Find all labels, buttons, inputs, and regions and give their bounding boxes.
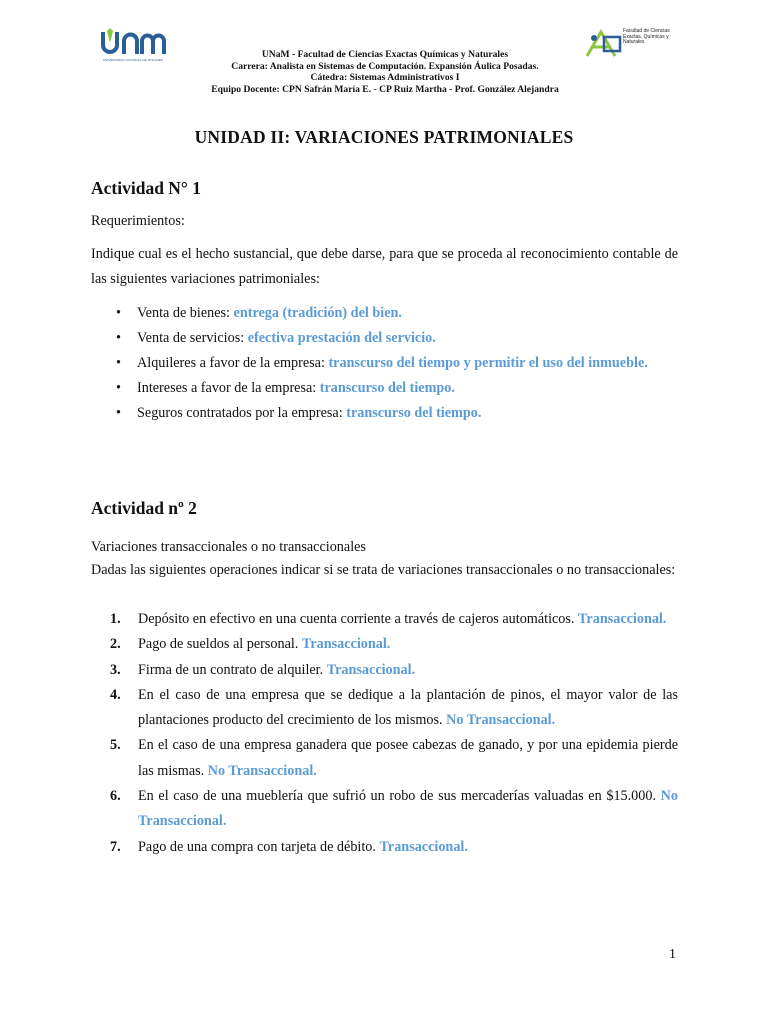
item-answer: entrega (tradición) del bien.	[233, 305, 402, 321]
item-answer: transcurso del tiempo.	[319, 380, 455, 396]
item-answer: Transaccional.	[379, 838, 468, 855]
list-item	[91, 301, 678, 326]
list-item	[91, 401, 678, 426]
list-item	[110, 683, 678, 734]
item-answer: transcurso del tiempo.	[346, 405, 482, 421]
activity-2-intro: Dadas las siguientes operaciones indicar si se trata de variaciones transaccionales o no transaccionales:	[91, 562, 676, 578]
activity-1-intro: Indique cual es el hecho sustancial, que debe darse, para que se proceda al reconocimiento contable de las siguientes variaciones patrimoniales:	[91, 246, 678, 287]
item-answer: No Transaccional.	[446, 712, 556, 729]
bullet-icon: •	[116, 405, 121, 421]
item-number: 6.	[110, 788, 121, 805]
item-answer: No Transaccional.	[207, 762, 317, 779]
activity-2-list	[110, 607, 678, 860]
item-answer: transcurso del tiempo y permitir el uso del inmueble.	[328, 355, 648, 371]
item-number: 5.	[110, 737, 121, 754]
header-line: Equipo Docente: CPN Safrán María E. - CP Ruiz Martha - Prof. González Alejandra	[211, 83, 559, 95]
page-number: 1	[669, 947, 676, 962]
list-item	[91, 326, 678, 351]
item-text: En el caso de una mueblería que sufrió un robo de sus mercaderías valuadas en $15.000.	[138, 788, 661, 805]
item-text: Venta de bienes:	[137, 305, 234, 321]
item-number: 4.	[110, 686, 121, 703]
list-item	[110, 835, 678, 860]
item-text: Intereses a favor de la empresa:	[137, 380, 320, 396]
bullet-icon: •	[116, 330, 121, 346]
page-title: UNIDAD II: VARIACIONES PATRIMONIALES	[194, 127, 574, 147]
item-text: En el caso de una empresa ganadera que posee cabezas de ganado, y por una epidemia pierde las mismas.	[138, 737, 678, 779]
document-header	[160, 49, 610, 95]
item-number: 3.	[110, 661, 121, 678]
header-line: Carrera: Analista en Sistemas de Computación. Expansión Áulica Posadas.	[231, 60, 539, 72]
item-text: Depósito en efectivo en una cuenta corriente a través de cajeros automáticos.	[138, 611, 579, 627]
bullet-icon: •	[116, 380, 121, 396]
header-line: Cátedra: Sistemas Administrativos I	[310, 72, 460, 84]
item-text: Firma de un contrato de alquiler.	[138, 661, 327, 678]
unam-logo	[100, 28, 166, 68]
item-answer: Transaccional.	[578, 611, 667, 627]
item-text: Alquileres a favor de la empresa:	[137, 355, 329, 371]
item-number: 1.	[110, 611, 121, 627]
list-item	[110, 632, 678, 657]
list-item	[91, 351, 678, 376]
item-text: Pago de una compra con tarjeta de débito.	[138, 838, 380, 855]
unam-logo-caption: UNIVERSIDAD NACIONAL DE MISIONES	[102, 58, 164, 62]
item-text: Pago de sueldos al personal.	[138, 636, 302, 653]
item-answer: efectiva prestación del servicio.	[247, 330, 436, 346]
item-text: Seguros contratados por la empresa:	[137, 405, 347, 421]
list-item	[110, 607, 678, 632]
item-number: 7.	[110, 838, 121, 855]
item-number: 2.	[110, 636, 121, 653]
unam-logo-icon	[100, 28, 166, 58]
bullet-icon: •	[116, 305, 121, 321]
item-text: En el caso de una empresa que se dedique a la plantación de pinos, el mayor valor de las plantaciones producto del crecimiento de los mismos.	[138, 686, 678, 729]
activity-2-subtitle: Variaciones transaccionales o no transaccionales	[91, 539, 366, 555]
activity-1-heading: Actividad N° 1	[91, 178, 202, 198]
faculty-name: Facultad de Ciencias Exactas, Químicas y Naturales	[623, 28, 670, 46]
item-answer: Transaccional.	[326, 661, 416, 678]
item-answer: Transaccional.	[301, 636, 391, 653]
list-item	[110, 784, 678, 835]
item-text: Venta de servicios:	[137, 330, 248, 346]
list-item	[110, 658, 678, 683]
item-answer: No Transaccional.	[138, 788, 678, 830]
header-line: UNaM - Facultad de Ciencias Exactas Químicas y Naturales	[261, 49, 509, 60]
activity-1-list	[91, 301, 678, 426]
list-item	[91, 376, 678, 401]
bullet-icon: •	[116, 355, 121, 371]
requirements-label: Requerimientos:	[91, 213, 185, 229]
activity-2-heading: Actividad nº 2	[91, 498, 197, 518]
list-item	[110, 733, 678, 784]
